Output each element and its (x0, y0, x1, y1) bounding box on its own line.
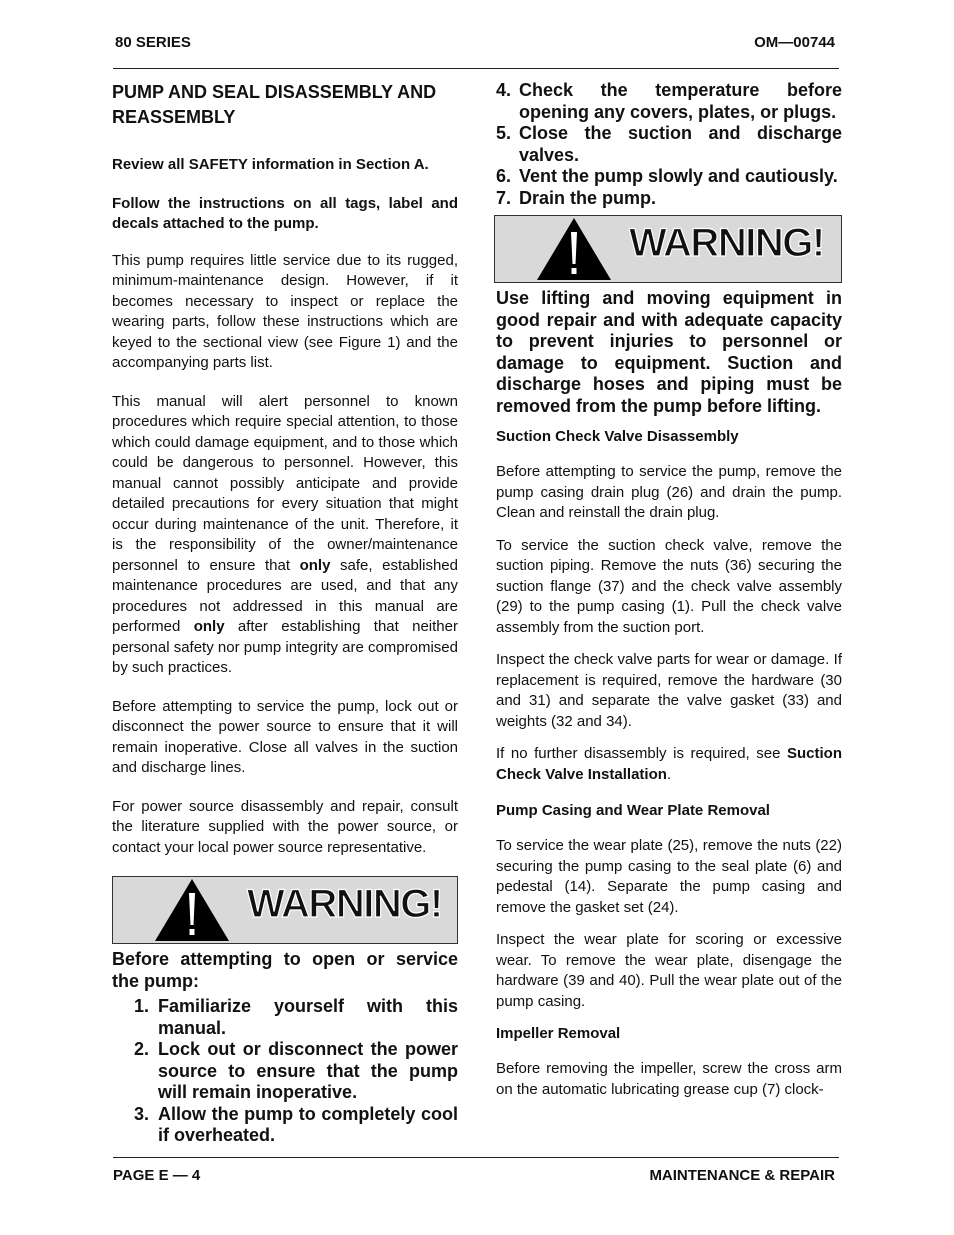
section-title: PUMP AND SEAL DISASSEMBLY AND REASSEMBLY (112, 82, 437, 127)
paragraph: To service the wear plate (25), remove the nuts (22) securing the pump casing to the seal plate (6) and pedestal (14). Separate the pump casing and remove the gasket set (24). (496, 837, 842, 916)
warning-banner (112, 876, 458, 944)
list-item: 1. Familiarize yourself with this manual. (134, 996, 458, 1038)
page-number: PAGE E — 4 (113, 1167, 201, 1184)
tags-note: Follow the instructions on all tags, label and decals attached to the pump. (112, 194, 458, 232)
warning-triangle-icon (153, 877, 231, 943)
intro-paragraph: This pump requires little service due to its rugged, minimum-maintenance design. However, if it becomes necessary to inspect or replace the wearing parts, follow these instructions which are keyed to the sectional view (see Figure 1) and the accompanying parts list. (112, 251, 458, 371)
right-column (496, 80, 842, 1100)
subheading-casing: Pump Casing and Wear Plate Removal (496, 802, 770, 819)
lockout-paragraph: Before attempting to service the pump, lock out or disconnect the power source to ensure that it will remain inoperative. Close all valves in the suction and discharge lines. (112, 697, 458, 776)
safety-note: Review all SAFETY information in Section A. (112, 156, 429, 173)
list-item: 2. Lock out or disconnect the power source to ensure that the pump will remain inoperative. (134, 1039, 458, 1102)
subheading-impeller: Impeller Removal (496, 1025, 621, 1042)
list-item: 3. Allow the pump to completely cool if overheated. (134, 1103, 458, 1145)
document-number: OM—00744 (754, 34, 835, 51)
list-item: 5. Close the suction and discharge valves. (496, 123, 842, 165)
responsibility-paragraph: This manual will alert personnel to known procedures which require special attention, to those which could damage equipment, and to those which could be dangerous to personnel. However, this manual cannot possibly anticipate and provide detailed precautions for every situation that might occur during maintenance of the unit. Therefore, it is the responsibility of the owner/maintenance personnel to ensure that only safe, established maintenance procedures are used, and that any procedures not addressed in this manual are performed only after establishing that neither personal safety nor pump integrity are compromised by such practices. (112, 392, 458, 676)
page-header (113, 34, 839, 69)
power-source-paragraph: For power source disassembly and repair, consult the literature supplied with the power source, or contact your local power source representative. (112, 797, 458, 856)
paragraph: Before removing the impeller, screw the cross arm on the automatic lubricating grease cup (7) clock- (496, 1060, 842, 1098)
paragraph: To service the suction check valve, remove the suction piping. Remove the nuts (36) securing the suction flange (37) and the check valve assembly (29) to the pump casing (1). Pull the check valve assembly from the suction port. (496, 536, 842, 636)
warning-steps (112, 996, 458, 1147)
paragraph: If no further disassembly is required, see Suction Check Valve Installation. (496, 745, 842, 783)
paragraph: Inspect the wear plate for scoring or excessive wear. To remove the wear plate, disengage the hardware (39 and 40). Pull the wear plate out of the pump casing. (496, 931, 842, 1010)
warning-intro: Before attempting to open or service the pump: (112, 949, 458, 991)
warning-label: WARNING! (629, 221, 824, 265)
warning-banner (494, 215, 842, 283)
warning-label: WARNING! (247, 882, 442, 926)
list-item: 7. Drain the pump. (496, 187, 657, 208)
paragraph: Before attempting to service the pump, remove the pump casing drain plug (26) and drain the pump. Clean and reinstall the drain plug. (496, 463, 842, 521)
list-item: 4. Check the temperature before opening any covers, plates, or plugs. (496, 80, 842, 122)
left-column (112, 80, 458, 1147)
lifting-warning-text: Use lifting and moving equipment in good repair and with adequate capacity to prevent injuries to personnel or damage to equipment. Suction and discharge hoses and piping must be removed from the pump before lifting. (496, 288, 842, 416)
warning-triangle-icon (535, 216, 613, 282)
series-label: 80 SERIES (115, 34, 191, 51)
list-item: 6. Vent the pump slowly and cautiously. (496, 166, 838, 186)
page-footer (113, 1157, 839, 1188)
section-name: MAINTENANCE & REPAIR (649, 1167, 835, 1184)
subheading-suction: Suction Check Valve Disassembly (496, 428, 739, 445)
paragraph: Inspect the check valve parts for wear or damage. If replacement is required, remove the hardware (30 and 31) and separate the valve gasket (33) and weights (32 and 34). (496, 651, 842, 730)
warning-steps-continued (474, 80, 842, 209)
